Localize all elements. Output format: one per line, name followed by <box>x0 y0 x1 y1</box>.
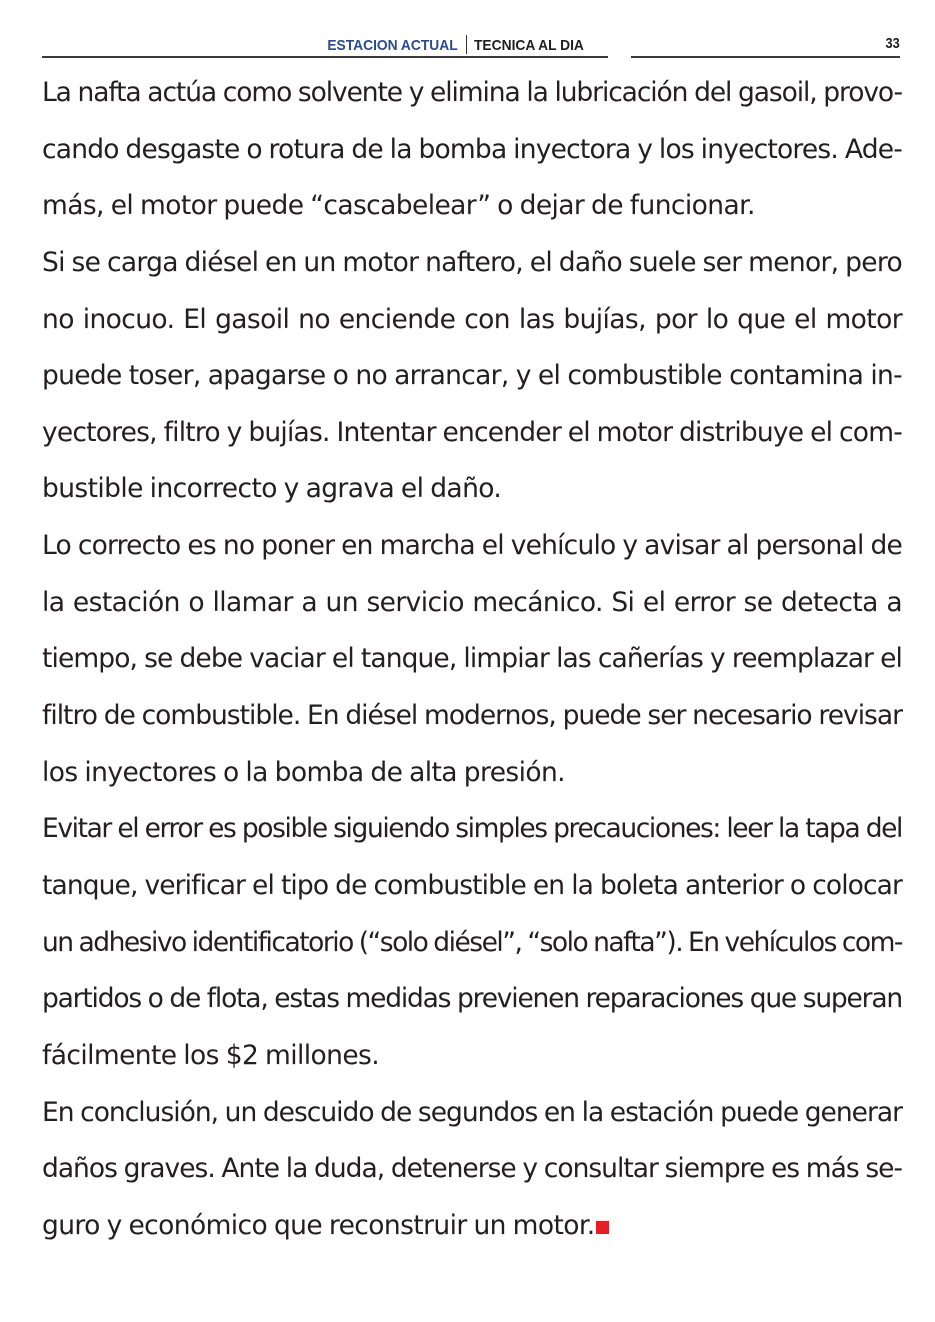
text-line: tanque, verificar el tipo de combustible en la boleta anterior o colocar <box>42 869 902 901</box>
text-line: Lo correcto es no poner en marcha el vehículo y avisar al personal de <box>42 530 902 562</box>
header-rule-left <box>42 56 608 58</box>
page-number: 33 <box>885 35 900 52</box>
article-body <box>42 65 902 1254</box>
section-title: ESTACION ACTUAL <box>327 37 458 54</box>
text-line: bustible incorrecto y agrava el daño. <box>42 473 502 505</box>
subsection-title: TECNICA AL DIA <box>474 37 584 54</box>
section-divider <box>466 35 467 54</box>
text-line: no inocuo. El gasoil no enciende con las bujías, por lo que el motor <box>42 303 902 335</box>
text-line-final <box>42 1198 902 1255</box>
text-line: cando desgaste o rotura de la bomba inyectora y los inyectores. Ade- <box>42 133 902 165</box>
final-line-text: guro y económico que reconstruir un motor. <box>42 1209 595 1241</box>
text-line: los inyectores o la bomba de alta presión. <box>42 756 566 788</box>
header-rule-right <box>631 56 900 58</box>
text-line: yectores, filtro y bujías. Intentar encender el motor distribuye el com- <box>42 416 902 448</box>
text-line: la estación o llamar a un servicio mecánico. Si el error se detecta a <box>42 586 902 618</box>
text-line: filtro de combustible. En diésel modernos, puede ser necesario revisar <box>42 700 902 732</box>
text-line: La nafta actúa como solvente y elimina la lubricación del gasoil, provo- <box>42 77 902 108</box>
page-header <box>0 0 935 64</box>
text-line: partidos o de flota, estas medidas previenen reparaciones que superan <box>42 983 902 1015</box>
text-line: Si se carga diésel en un motor naftero, el daño suele ser menor, pero <box>42 246 902 278</box>
text-line: daños graves. Ante la duda, detenerse y consultar siempre es más se- <box>42 1153 902 1185</box>
text-line: En conclusión, un descuido de segundos en la estación puede generar <box>42 1096 902 1128</box>
text-line: un adhesivo identificatorio (“solo diésel”, “solo nafta”). En vehículos com- <box>42 926 902 958</box>
text-line: tiempo, se debe vaciar el tanque, limpiar las cañerías y reemplazar el <box>42 643 902 675</box>
text-line: Evitar el error es posible siguiendo simples precauciones: leer la tapa del <box>42 813 902 845</box>
text-line: más, el motor puede “cascabelear” o dejar de funcionar. <box>42 190 755 222</box>
end-mark-icon <box>596 1221 609 1234</box>
text-line: fácilmente los $2 millones. <box>42 1039 380 1071</box>
text-line: puede toser, apagarse o no arrancar, y el combustible contamina in- <box>42 360 902 392</box>
